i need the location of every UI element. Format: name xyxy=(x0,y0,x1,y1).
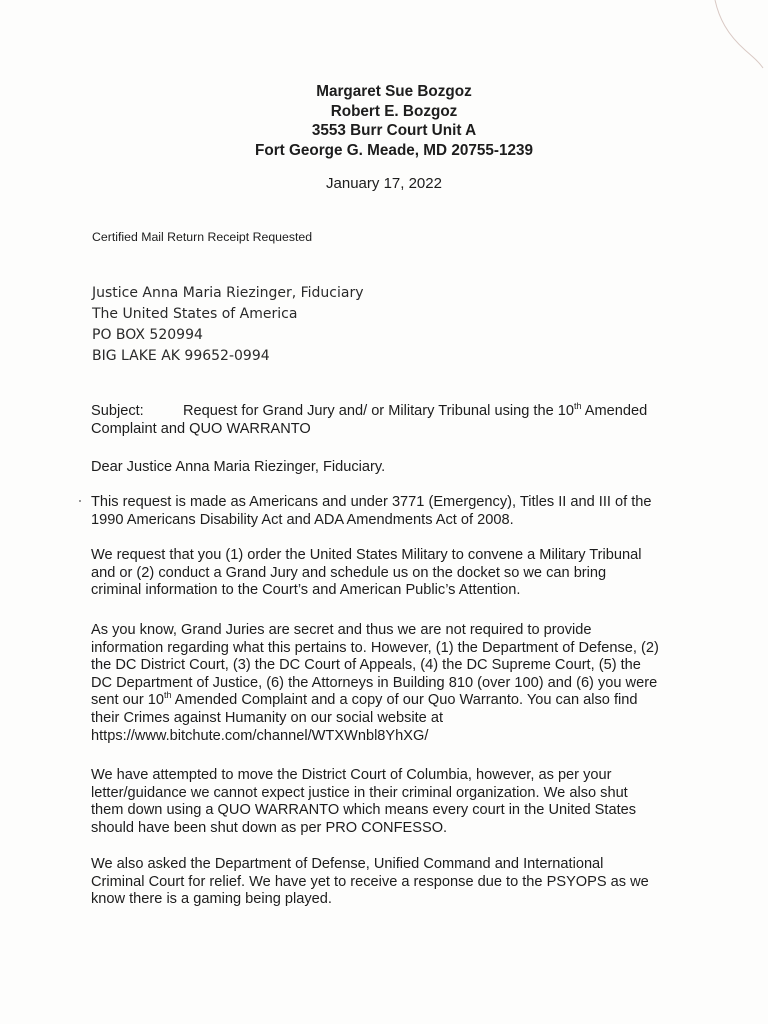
recipient-line-4: BIG LAKE AK 99652-0994 xyxy=(92,348,270,364)
p3-line-5b: Amended Complaint and a copy of our Quo Warranto. You can also find xyxy=(171,692,638,709)
p4-line: letter/guidance we cannot expect justice in their criminal organization. We also shut xyxy=(91,784,628,801)
p1-line: This request is made as Americans and under 3771 (Emergency), Titles II and III of the xyxy=(91,494,652,510)
recipient-address-block xyxy=(92,283,364,367)
p3-line: information regarding what this pertains to. However, (1) the Department of Defense, (2) xyxy=(91,639,659,656)
p2-line: criminal information to the Court’s and American Public’s Attention. xyxy=(91,582,521,599)
p3-line: As you know, Grand Juries are secret and thus we are not required to provide xyxy=(91,622,592,638)
p4-line: should have been shut down as per PRO CONFESSO. xyxy=(91,819,448,836)
letter-date: January 17, 2022 xyxy=(326,175,442,192)
subject-label: Subject: xyxy=(91,403,144,419)
paragraph-5 xyxy=(91,856,711,909)
p3-line: DC Department of Justice, (6) the Attorneys in Building 810 (over 100) and (6) you were xyxy=(91,674,658,691)
recipient-line-1: Justice Anna Maria Riezinger, Fiduciary xyxy=(92,285,364,301)
salutation-text: Dear Justice Anna Maria Riezinger, Fiduciary. xyxy=(91,459,386,475)
paragraph-2 xyxy=(91,547,711,600)
scan-speck xyxy=(79,500,81,502)
subject-text-c: Complaint and QUO WARRANTO xyxy=(91,420,311,437)
p3-line: their Crimes against Humanity on our social website at xyxy=(91,709,444,726)
sender-street: 3553 Burr Court Unit A xyxy=(311,122,477,139)
delivery-note: Certified Mail Return Receipt Requested xyxy=(92,230,313,244)
subject-text-b: Amended xyxy=(581,403,648,419)
p2-line: and or (2) conduct a Grand Jury and schedule us on the docket so we can bring xyxy=(91,564,607,581)
p3-line: the DC District Court, (3) the DC Court of Appeals, (4) the DC Supreme Court, (5) the xyxy=(91,657,641,674)
paragraph-4 xyxy=(91,767,711,837)
p1-line: 1990 Americans Disability Act and ADA Amendments Act of 2008. xyxy=(91,511,514,528)
subject-text-a: Request for Grand Jury and/ or Military Tribunal using the 10 xyxy=(183,403,574,419)
salutation xyxy=(91,459,711,477)
p3-line-5a: sent our 10 xyxy=(91,692,165,709)
paragraph-1 xyxy=(91,494,711,529)
subject-superscript: th xyxy=(573,401,582,412)
p5-line: We also asked the Department of Defense, Unified Command and International xyxy=(91,856,604,872)
sender-address-block xyxy=(0,82,768,160)
p5-line: know there is a gaming being played. xyxy=(91,891,332,908)
sender-name-1: Margaret Sue Bozgoz xyxy=(316,83,472,100)
p3-superscript: th xyxy=(164,690,172,701)
p4-line: them down using a QUO WARRANTO which means every court in the United States xyxy=(91,802,637,819)
sender-name-2: Robert E. Bozgoz xyxy=(330,102,458,120)
p3-line xyxy=(91,692,711,710)
subject-line xyxy=(91,403,701,438)
recipient-line-2: The United States of America xyxy=(92,306,298,322)
website-link: https://www.bitchute.com/channel/WTXWnbl8YhXG/ xyxy=(91,727,429,744)
scan-edge-mark xyxy=(705,0,765,70)
p2-line: We request that you (1) order the United States Military to convene a Military Tribunal xyxy=(91,547,642,563)
p5-line: Criminal Court for relief. We have yet to receive a response due to the PSYOPS as we xyxy=(91,873,649,890)
recipient-line-3: PO BOX 520994 xyxy=(92,327,203,343)
paragraph-3 xyxy=(91,622,711,745)
p4-line: We have attempted to move the District Court of Columbia, however, as per your xyxy=(91,767,612,783)
sender-city: Fort George G. Meade, MD 20755-1239 xyxy=(255,141,533,159)
